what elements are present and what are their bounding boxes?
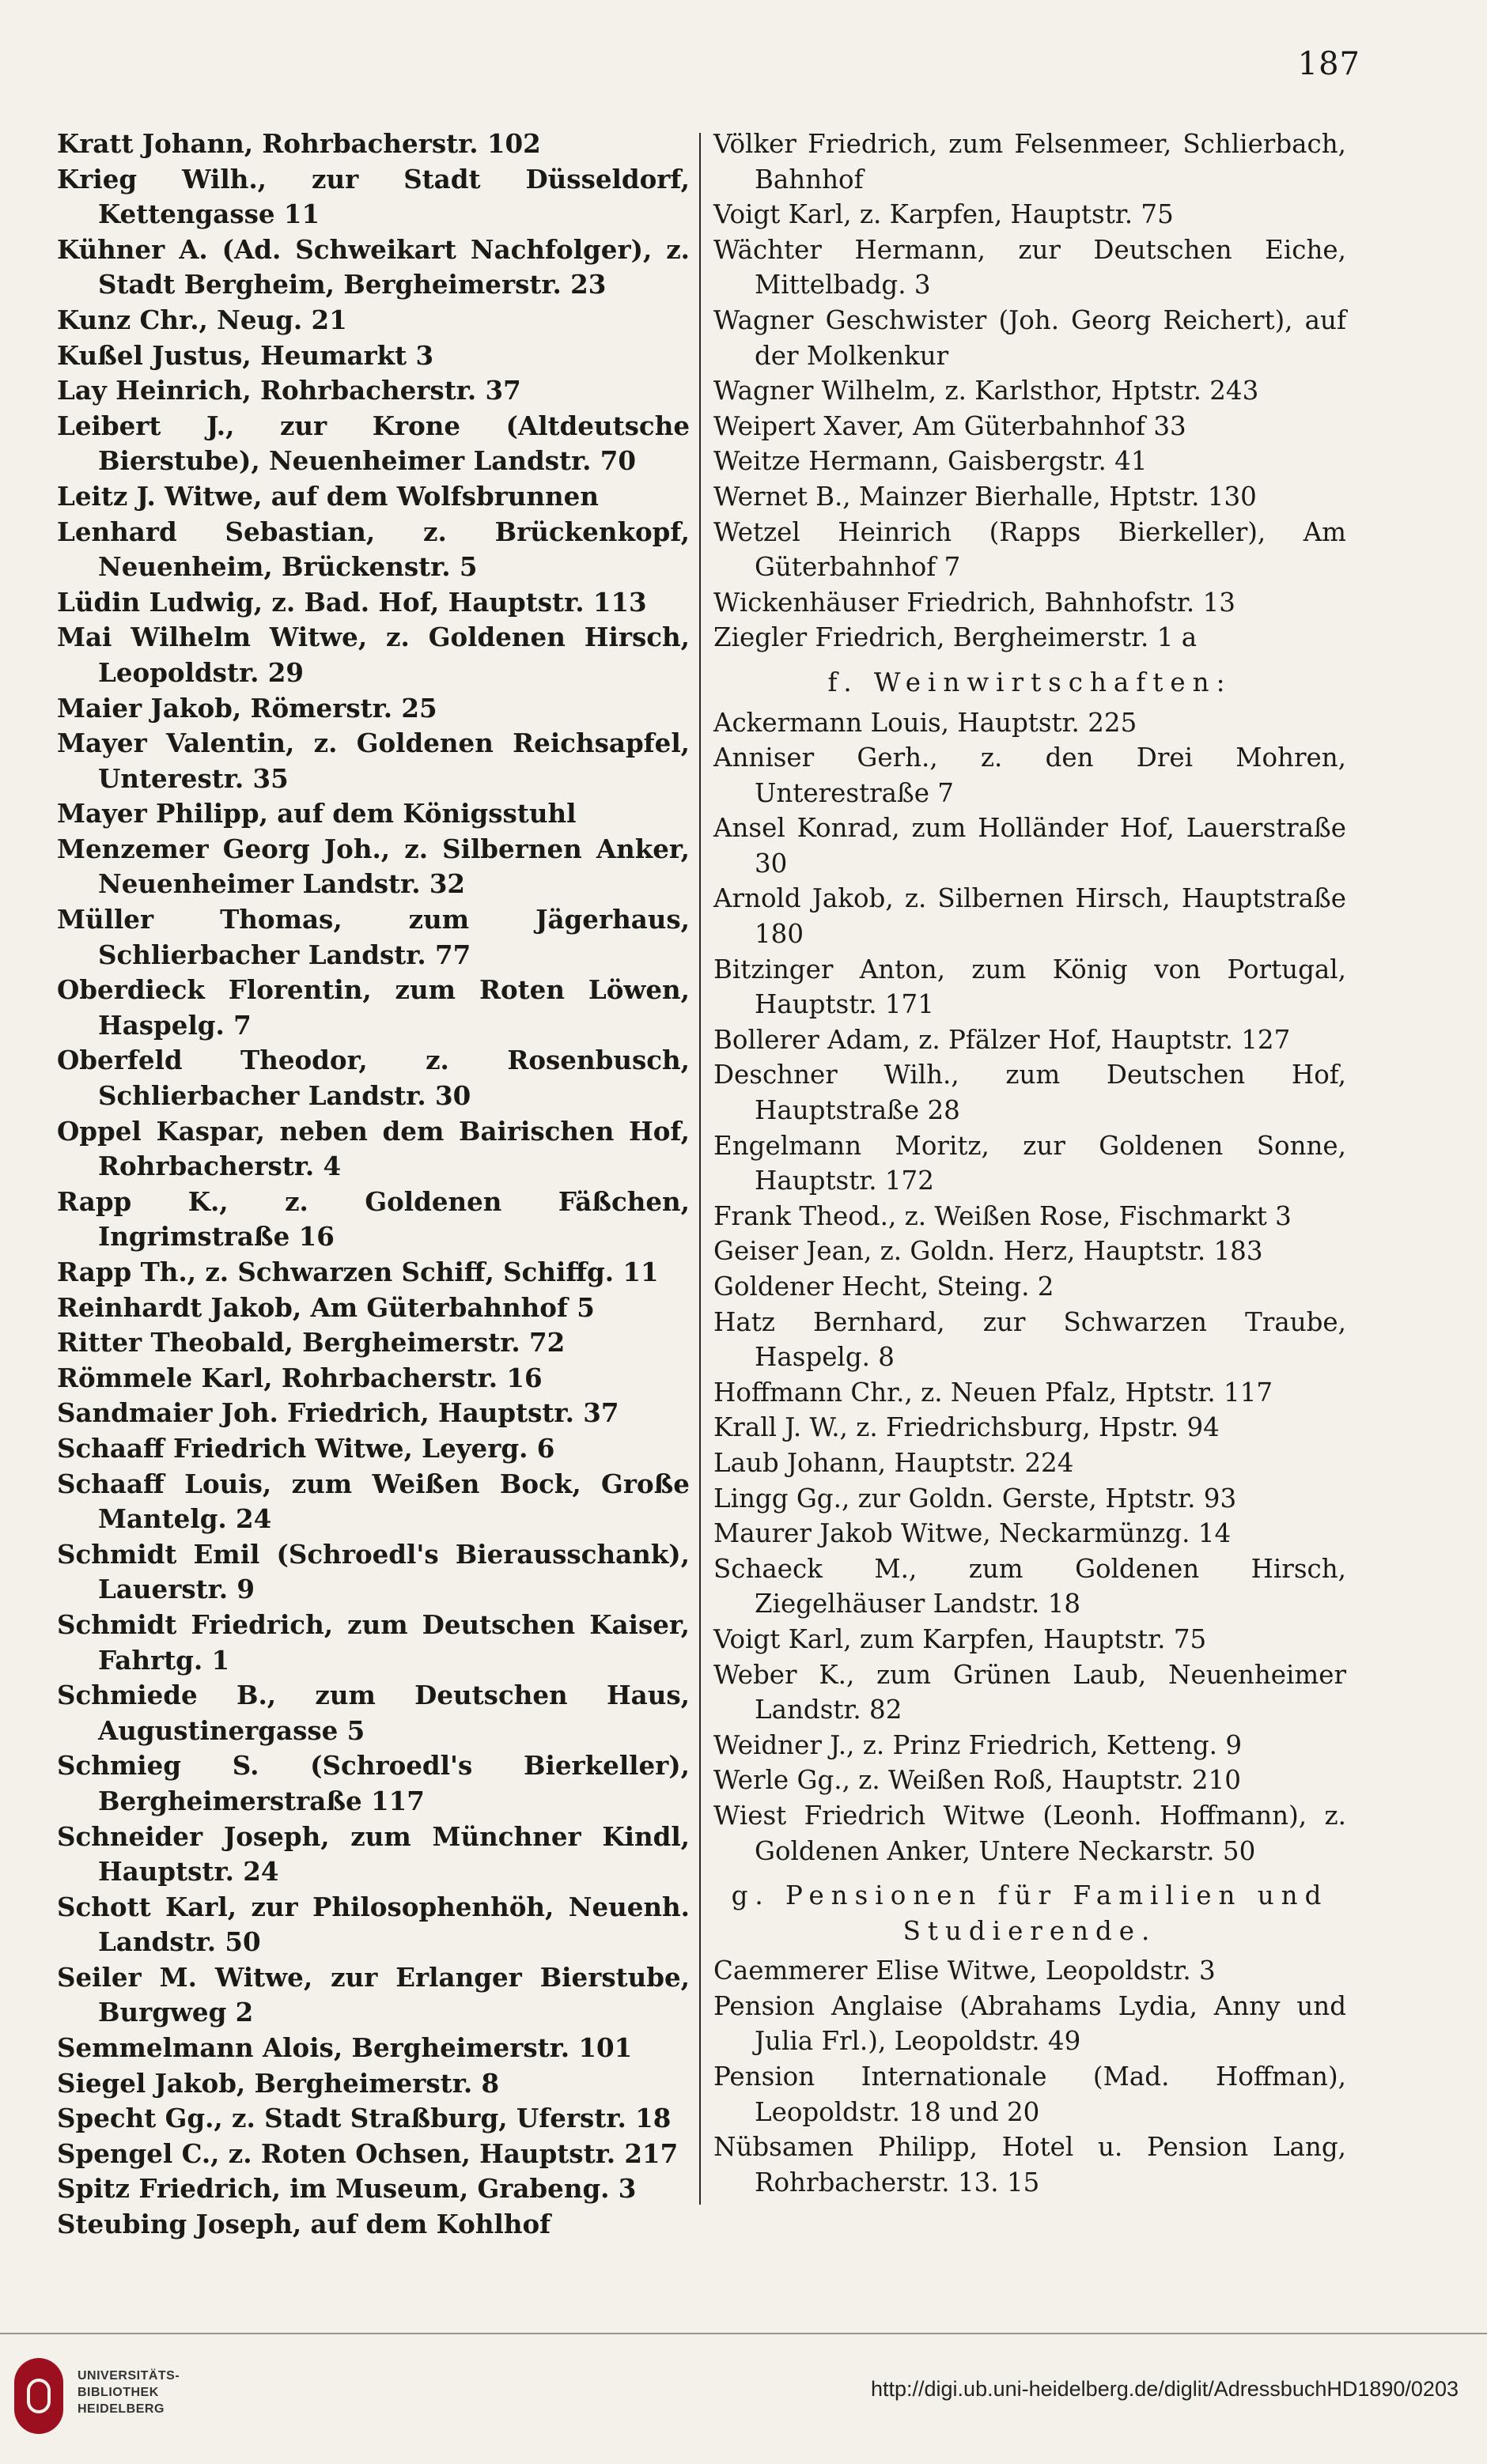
page-footer	[0, 2333, 1487, 2464]
directory-entry: Mai Wilhelm Witwe, z. Goldenen Hirsch, Leopoldstr. 29	[57, 622, 690, 688]
directory-entry: Schmiede B., zum Deutschen Haus, Augustinergasse 5	[57, 1680, 690, 1746]
right-column	[713, 127, 1346, 2325]
directory-entry: Engelmann Moritz, zur Goldenen Sonne, Hauptstr. 172	[713, 1130, 1346, 1196]
directory-entry: Pension Anglaise (Abrahams Lydia, Anny und Julia Frl.), Leopoldstr. 49	[713, 1990, 1346, 2057]
section-heading-pensionen: g. Pensionen für Familien und Studierende.	[731, 1880, 1329, 1946]
directory-entry: Geiser Jean, z. Goldn. Herz, Hauptstr. 183	[713, 1236, 1263, 1267]
left-column	[57, 127, 690, 2325]
directory-entry: Schmidt Friedrich, zum Deutschen Kaiser, Fahrtg. 1	[57, 1608, 690, 1676]
directory-entry: Leibert J., zur Krone (Altdeutsche Bierstube), Neuenheimer Landstr. 70	[57, 410, 690, 477]
directory-entry: Krall J. W., z. Friedrichsburg, Hpstr. 94	[713, 1412, 1220, 1443]
directory-entry: Ansel Konrad, zum Holländer Hof, Lauerstraße 30	[713, 813, 1346, 879]
directory-entry: Mayer Philipp, auf dem Königsstuhl	[57, 798, 577, 830]
directory-entry: Völker Friedrich, zum Felsenmeer, Schlierbach, Bahnhof	[713, 129, 1346, 195]
directory-entry: Specht Gg., z. Stadt Straßburg, Uferstr. 18	[57, 2103, 672, 2134]
library-logo-icon	[14, 2358, 63, 2434]
directory-entry: Schaaff Louis, zum Weißen Bock, Große Mantelg. 24	[57, 1468, 690, 1535]
directory-entry: Rapp K., z. Goldenen Fäßchen, Ingrimstraße 16	[57, 1185, 690, 1253]
directory-entry: Voigt Karl, z. Karpfen, Hauptstr. 75	[713, 199, 1174, 230]
directory-entry: Wagner Geschwister (Joh. Georg Reichert), auf der Molkenkur	[713, 304, 1346, 371]
directory-entry: Arnold Jakob, z. Silbernen Hirsch, Hauptstraße 180	[713, 883, 1346, 950]
directory-entry: Nübsamen Philipp, Hotel u. Pension Lang, Rohrbacherstr. 13. 15	[713, 2132, 1346, 2198]
directory-entry: Wetzel Heinrich (Rapps Bierkeller), Am Güterbahnhof 7	[713, 516, 1346, 583]
directory-entry: Müller Thomas, zum Jägerhaus, Schlierbacher Landstr. 77	[57, 904, 690, 970]
directory-entry: Römmele Karl, Rohrbacherstr. 16	[57, 1362, 543, 1393]
section-heading-weinwirtschaften: f. Weinwirtschaften:	[827, 667, 1232, 697]
directory-entry: Schneider Joseph, zum Münchner Kindl, Hauptstr. 24	[57, 1820, 690, 1888]
page-number: 187	[1297, 46, 1360, 82]
directory-entry: Siegel Jakob, Bergheimerstr. 8	[57, 2067, 500, 2099]
directory-entry: Krieg Wilh., zur Stadt Düsseldorf, Kettengasse 11	[57, 163, 690, 230]
directory-entry: Weidner J., z. Prinz Friedrich, Ketteng. 9	[713, 1729, 1242, 1760]
column-divider	[699, 133, 701, 2205]
directory-entry: Wernet B., Mainzer Bierhalle, Hptstr. 130	[713, 481, 1257, 512]
directory-entry: Schmieg S. (Schroedl's Bierkeller), Bergheimerstraße 117	[57, 1750, 690, 1816]
directory-entry: Oberdieck Florentin, zum Roten Löwen, Haspelg. 7	[57, 974, 690, 1041]
directory-entry: Hoffmann Chr., z. Neuen Pfalz, Hptstr. 117	[713, 1377, 1273, 1408]
directory-entry: Reinhardt Jakob, Am Güterbahnhof 5	[57, 1291, 595, 1323]
library-logo-text	[78, 2368, 180, 2417]
directory-entry: Lüdin Ludwig, z. Bad. Hof, Hauptstr. 113	[57, 586, 647, 618]
directory-entry: Laub Johann, Hauptstr. 224	[713, 1447, 1074, 1478]
directory-entry: Caemmerer Elise Witwe, Leopoldstr. 3	[713, 1956, 1216, 1986]
directory-entry: Schott Karl, zur Philosophenhöh, Neuenh. Landstr. 50	[57, 1891, 690, 1958]
directory-entry: Menzemer Georg Joh., z. Silbernen Anker, Neuenheimer Landstr. 32	[57, 833, 690, 900]
logo-line: HEIDELBERG	[78, 2402, 165, 2416]
directory-entry: Spitz Friedrich, im Museum, Grabeng. 3	[57, 2173, 637, 2205]
directory-entry: Mayer Valentin, z. Goldenen Reichsapfel, Unterestr. 35	[57, 727, 690, 794]
directory-entry: Frank Theod., z. Weißen Rose, Fischmarkt 3	[713, 1200, 1292, 1231]
directory-entry: Pension Internationale (Mad. Hoffman), Leopoldstr. 18 und 20	[713, 2062, 1346, 2127]
directory-entry: Wiest Friedrich Witwe (Leonh. Hoffmann), z. Goldenen Anker, Untere Neckarstr. 50	[713, 1800, 1346, 1866]
directory-entry: Oberfeld Theodor, z. Rosenbusch, Schlierbacher Landstr. 30	[57, 1045, 690, 1112]
directory-entry: Seiler M. Witwe, zur Erlanger Bierstube, Burgweg 2	[57, 1961, 690, 2028]
directory-entry: Lenhard Sebastian, z. Brückenkopf, Neuenheim, Brückenstr. 5	[57, 516, 690, 583]
directory-entry: Schmidt Emil (Schroedl's Bierausschank), Lauerstr. 9	[57, 1538, 690, 1605]
directory-entry: Wächter Hermann, zur Deutschen Eiche, Mittelbadg. 3	[713, 234, 1346, 300]
directory-entry: Voigt Karl, zum Karpfen, Hauptstr. 75	[713, 1623, 1207, 1654]
directory-entry: Semmelmann Alois, Bergheimerstr. 101	[57, 2032, 633, 2064]
directory-entry: Rapp Th., z. Schwarzen Schiff, Schiffg. 11	[57, 1257, 659, 1287]
directory-entry: Ackermann Louis, Hauptstr. 225	[713, 707, 1137, 738]
directory-entry: Lay Heinrich, Rohrbacherstr. 37	[57, 375, 521, 406]
directory-entry: Kußel Justus, Heumarkt 3	[57, 339, 434, 371]
directory-entry: Goldener Hecht, Steing. 2	[713, 1272, 1054, 1302]
directory-entry: Schaeck M., zum Goldenen Hirsch, Ziegelhäuser Landstr. 18	[713, 1553, 1346, 1619]
directory-entry: Anniser Gerh., z. den Drei Mohren, Unterestraße 7	[713, 743, 1346, 808]
directory-entry: Kratt Johann, Rohrbacherstr. 102	[57, 128, 541, 159]
directory-entry: Hatz Bernhard, zur Schwarzen Traube, Haspelg. 8	[713, 1306, 1346, 1373]
directory-entry: Sandmaier Joh. Friedrich, Hauptstr. 37	[57, 1397, 619, 1429]
directory-entry: Ziegler Friedrich, Bergheimerstr. 1 a	[713, 622, 1198, 653]
directory-entry: Wagner Wilhelm, z. Karlsthor, Hptstr. 243	[713, 376, 1259, 406]
directory-entry: Bitzinger Anton, zum König von Portugal, Hauptstr. 171	[713, 954, 1346, 1020]
directory-entry: Kunz Chr., Neug. 21	[57, 304, 347, 335]
directory-entry: Ritter Theobald, Bergheimerstr. 72	[57, 1327, 566, 1359]
directory-entry: Deschner Wilh., zum Deutschen Hof, Hauptstraße 28	[713, 1060, 1346, 1126]
directory-entry: Schaaff Friedrich Witwe, Leyerg. 6	[57, 1432, 555, 1464]
directory-entry: Oppel Kaspar, neben dem Bairischen Hof, Rohrbacherstr. 4	[57, 1115, 690, 1182]
directory-entry: Werle Gg., z. Weißen Roß, Hauptstr. 210	[713, 1765, 1241, 1796]
directory-entry: Weipert Xaver, Am Güterbahnhof 33	[713, 410, 1186, 441]
logo-line: UNIVERSITÄTS-	[78, 2369, 180, 2383]
directory-entry: Kühner A. (Ad. Schweikart Nachfolger), z. Stadt Bergheim, Bergheimerstr. 23	[57, 233, 690, 300]
directory-entry: Spengel C., z. Roten Ochsen, Hauptstr. 217	[57, 2137, 679, 2169]
directory-entry: Bollerer Adam, z. Pfälzer Hof, Hauptstr. 127	[713, 1024, 1291, 1055]
directory-entry: Weitze Hermann, Gaisbergstr. 41	[713, 446, 1148, 477]
directory-entry: Wickenhäuser Friedrich, Bahnhofstr. 13	[713, 587, 1235, 618]
directory-entry: Steubing Joseph, auf dem Kohlhof	[57, 2209, 551, 2240]
directory-entry: Leitz J. Witwe, auf dem Wolfsbrunnen	[57, 480, 599, 512]
source-url-link[interactable]: http://digi.ub.uni-heidelberg.de/diglit/AdressbuchHD1890/0203	[870, 2377, 1459, 2401]
directory-entry: Weber K., zum Grünen Laub, Neuenheimer Landstr. 82	[713, 1659, 1346, 1725]
directory-entry: Maurer Jakob Witwe, Neckarmünzg. 14	[713, 1518, 1232, 1549]
footer-rule	[0, 2333, 1487, 2334]
directory-entry: Lingg Gg., zur Goldn. Gerste, Hptstr. 93	[713, 1483, 1237, 1514]
directory-columns	[57, 127, 1354, 2325]
logo-line: BIBLIOTHEK	[78, 2386, 159, 2399]
directory-entry: Maier Jakob, Römerstr. 25	[57, 692, 437, 724]
